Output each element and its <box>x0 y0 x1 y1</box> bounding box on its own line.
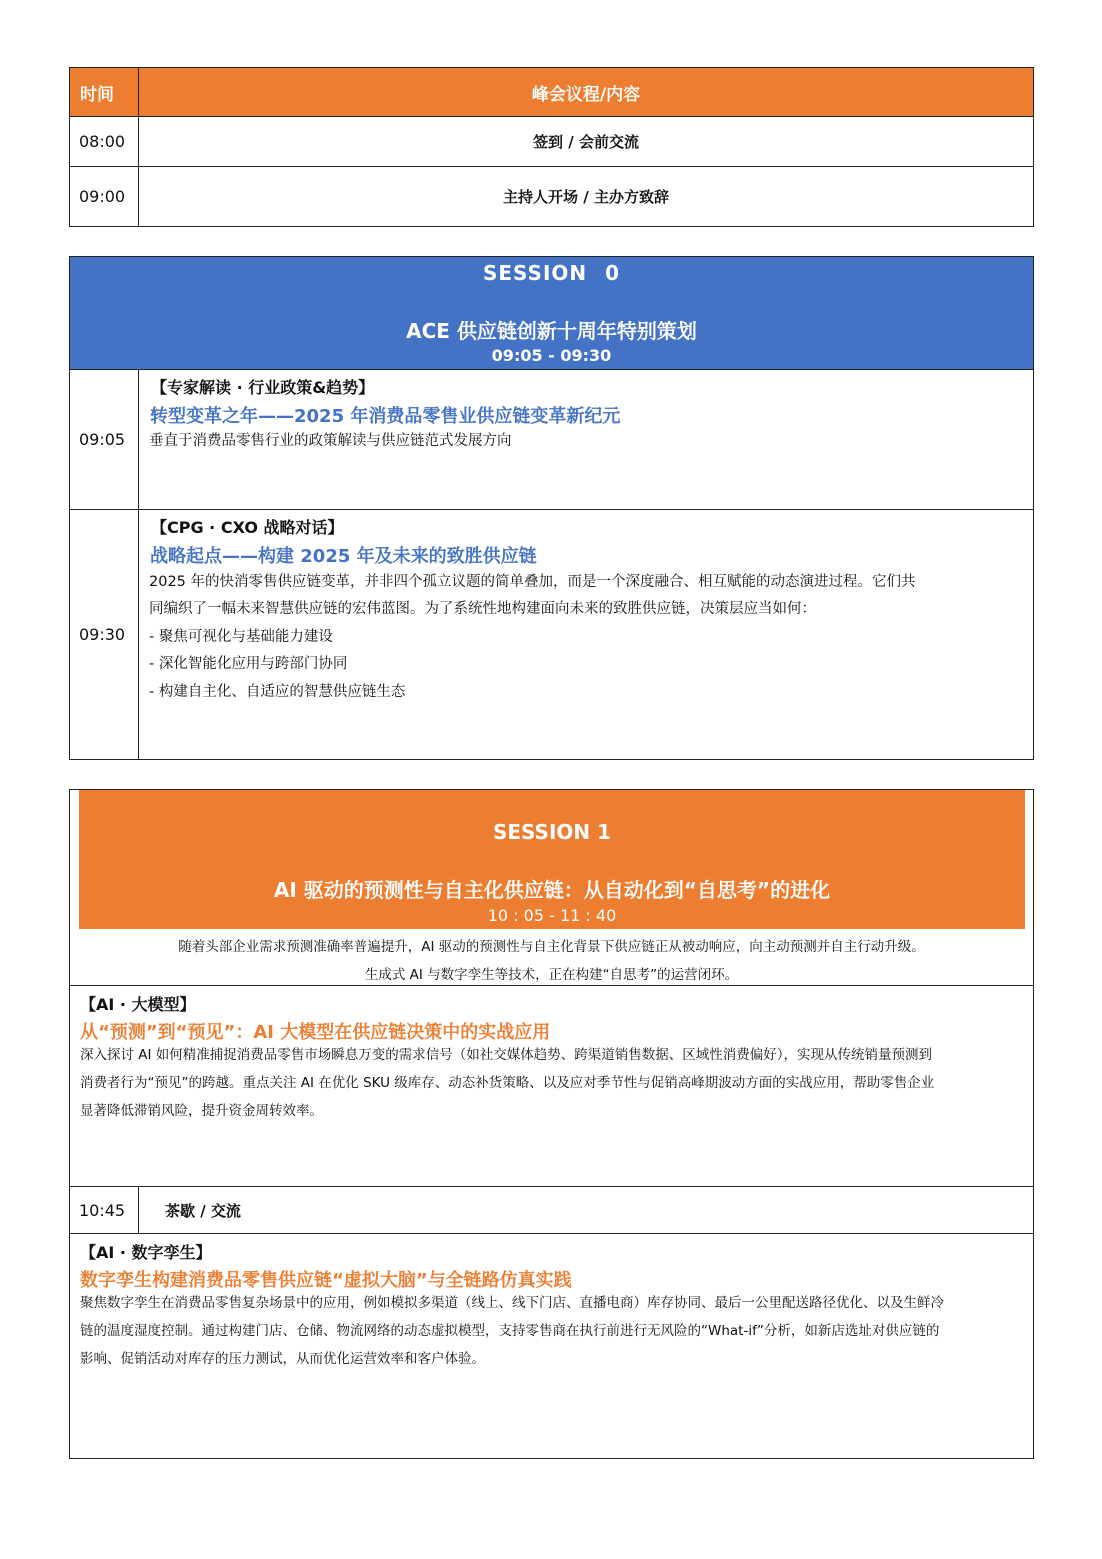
item-tag: 【专家解读 · 行业政策&趋势】 <box>151 378 375 397</box>
break-time: 10:45 <box>69 1186 139 1234</box>
break-content: 茶歇 / 交流 <box>138 1186 1034 1234</box>
item-desc-line: 消费者行为“预见”的跨越。重点关注 AI 在优化 SKU 级库存、动态补货策略、以及应对季节性与促销高峰期波动方面的实战应用，帮助零售企业 <box>80 1075 935 1091</box>
item-title: 从“预测”到“预见”：AI 大模型在供应链决策中的实战应用 <box>80 1022 551 1043</box>
session0-item-time: 09:30 <box>69 509 139 760</box>
session1-label: SESSION 1 <box>492 820 612 844</box>
session1-header-cell <box>69 789 1034 986</box>
session0-time-range: 09:05 - 09:30 <box>491 346 612 365</box>
item-bullet: - 构建自主化、自适应的智慧供应链生态 <box>149 684 406 700</box>
item-bullet: - 深化智能化应用与跨部门协同 <box>149 656 348 672</box>
session0-item-time: 09:05 <box>69 369 139 510</box>
row-content: 主持人开场 / 主办方致辞 <box>138 166 1034 227</box>
item-desc-line: 同编织了一幅未来智慧供应链的宏伟蓝图。为了系统性地构建面向未来的致胜供应链，决策层应当如何： <box>149 601 816 617</box>
session1-intro: 生成式 AI 与数字孪生等技术，正在构建“自思考”的运营闭环。 <box>364 967 739 983</box>
session1-item <box>69 985 1034 1187</box>
session1-title: AI 驱动的预测性与自主化供应链：从自动化到“自思考”的进化 <box>273 878 831 902</box>
session1-intro: 随着头部企业需求预测准确率普遍提升，AI 驱动的预测性与自主化背景下供应链正从被动响应，向主动预测并自主行动升级。 <box>178 939 925 955</box>
session1-time-range: 10 : 05 - 11 : 40 <box>487 906 617 925</box>
session0-item <box>138 369 1034 510</box>
row-time: 08:00 <box>69 116 139 167</box>
row-time: 09:00 <box>69 166 139 227</box>
session0-header <box>69 256 1034 370</box>
row-content: 签到 / 会前交流 <box>138 116 1034 167</box>
item-desc-line: 影响、促销活动对库存的压力测试，从而优化运营效率和客户体验。 <box>80 1351 485 1367</box>
item-desc-line: 链的温度湿度控制。通过构建门店、仓储、物流网络的动态虚拟模型，支持零售商在执行前进行无风险的“What-if”分析，如新店选址对供应链的 <box>80 1323 940 1339</box>
header-time: 时间 <box>69 67 139 117</box>
item-desc-line: 深入探讨 AI 如何精准捕捉消费品零售市场瞬息万变的需求信号（如社交媒体趋势、跨渠道销售数据、区域性消费偏好），实现从传统销量预测到 <box>80 1047 933 1063</box>
session0-title: ACE 供应链创新十周年特别策划 <box>406 319 697 343</box>
item-tag: 【CPG · CXO 战略对话】 <box>151 518 344 537</box>
item-desc-line: 2025 年的快消零售供应链变革，并非四个孤立议题的简单叠加，而是一个深度融合、相互赋能的动态演进过程。它们共 <box>149 574 916 590</box>
session0-label: SESSION 0 <box>482 261 621 285</box>
item-desc-line: 显著降低滞销风险，提升资金周转效率。 <box>80 1103 323 1119</box>
header-content: 峰会议程/内容 <box>138 67 1034 117</box>
item-title: 战略起点——构建 2025 年及未来的致胜供应链 <box>150 546 537 567</box>
session0-item <box>138 509 1034 760</box>
item-desc: 垂直于消费品零售行业的政策解读与供应链范式发展方向 <box>149 433 512 449</box>
session1-banner <box>79 790 1025 929</box>
item-bullet: - 聚焦可视化与基础能力建设 <box>149 629 333 645</box>
item-tag: 【AI · 数字孪生】 <box>80 1243 212 1262</box>
session1-item <box>69 1233 1034 1459</box>
item-desc-line: 聚焦数字孪生在消费品零售复杂场景中的应用，例如模拟多渠道（线上、线下门店、直播电商）库存协同、最后一公里配送路径优化、以及生鲜冷 <box>80 1295 944 1311</box>
item-title: 数字孪生构建消费品零售供应链“虚拟大脑”与全链路仿真实践 <box>80 1270 572 1291</box>
item-tag: 【AI · 大模型】 <box>80 995 196 1014</box>
item-title: 转型变革之年——2025 年消费品零售业供应链变革新纪元 <box>150 406 621 427</box>
